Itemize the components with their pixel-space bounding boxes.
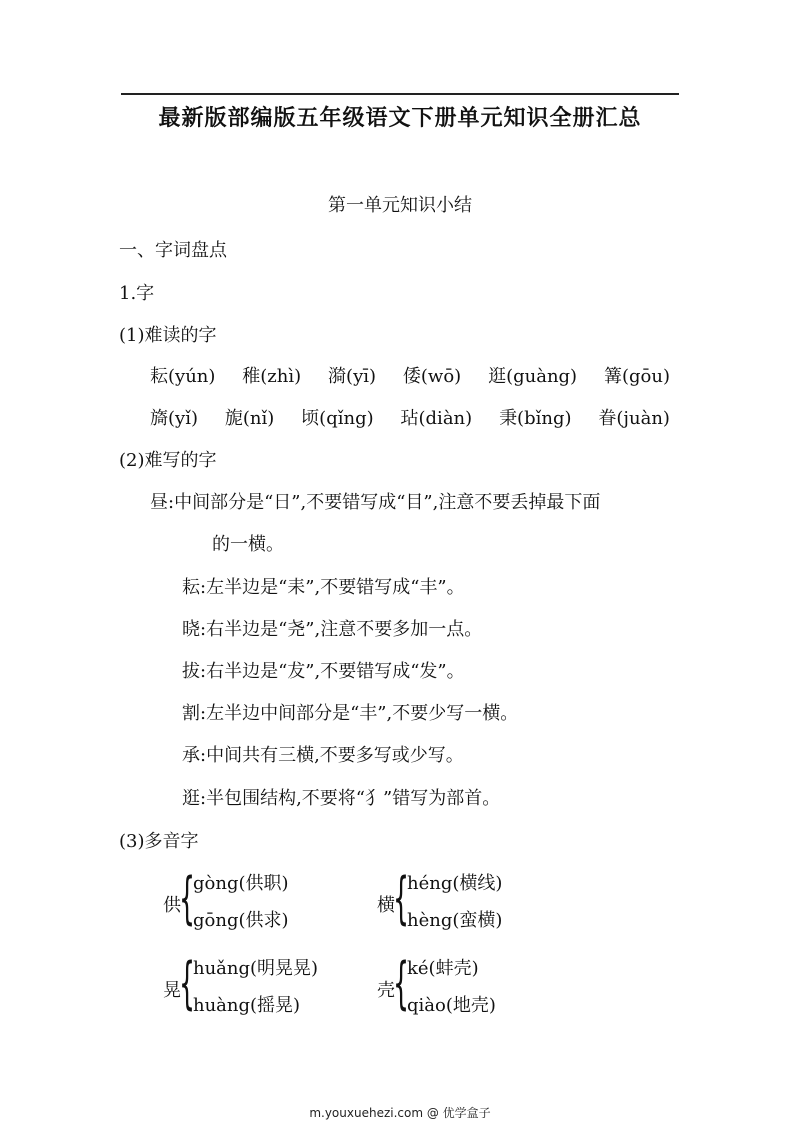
difficult-read-row-1: [150, 362, 670, 388]
polyphone-reading: huàng(摇晃): [193, 995, 301, 1016]
difficult-read-heading: (1)难读的字: [119, 325, 217, 346]
polyphone-group: [377, 866, 557, 939]
polyphone-group: [377, 951, 557, 1024]
sub1-heading: 1.字: [119, 283, 155, 304]
pinyin-item: 逛(guàng): [488, 366, 578, 387]
pinyin-item: 耘(yún): [150, 366, 216, 387]
brace-icon: {: [179, 951, 196, 1016]
write-note: 拔:右半边是“犮”,不要错写成“发”。: [182, 661, 465, 682]
write-note: 逛:半包围结构,不要将“犭”错写为部首。: [182, 788, 501, 809]
pinyin-item: 稚(zhì): [242, 366, 302, 387]
part1-heading: 一、字词盘点: [119, 240, 227, 261]
polyphone-heading: (3)多音字: [119, 831, 199, 852]
pinyin-item: 玷(diàn): [400, 408, 473, 429]
polyphone-reading: héng(横线): [407, 873, 503, 894]
polyphone-group: [163, 866, 343, 939]
write-note: 割:左半边中间部分是“丰”,不要少写一横。: [182, 703, 519, 724]
polyphone-reading: huǎng(明晃晃): [193, 958, 319, 979]
pinyin-item: 秉(bǐng): [499, 408, 572, 429]
polyphone-char: 壳: [377, 980, 395, 1001]
pinyin-item: 旎(nǐ): [224, 408, 275, 429]
polyphone-group: [163, 951, 363, 1024]
polyphone-reading: hèng(蛮横): [407, 910, 503, 931]
polyphone-char: 供: [163, 895, 181, 916]
polyphone-reading: qiào(地壳): [407, 995, 496, 1016]
write-note: 耘:左半边是“耒”,不要错写成“丰”。: [182, 577, 465, 598]
footer-watermark: m.youxuehezi.com @ 优学盒子: [309, 1106, 491, 1120]
polyphone-reading: ké(蚌壳): [407, 958, 479, 979]
brace-icon: {: [179, 866, 196, 931]
brace-icon: {: [393, 866, 410, 931]
pinyin-item: 倭(wō): [402, 366, 462, 387]
pinyin-item: 漪(yī): [328, 366, 377, 387]
brace-icon: {: [393, 951, 410, 1016]
difficult-write-heading: (2)难写的字: [119, 450, 217, 471]
write-note: 昼:中间部分是“日”,不要错写成“目”,注意不要丢掉最下面: [150, 492, 601, 513]
pinyin-item: 篝(gōu): [603, 366, 670, 387]
document-title: 最新版部编版五年级语文下册单元知识全册汇总: [158, 106, 642, 131]
polyphone-char: 横: [377, 895, 395, 916]
polyphone-reading: gōng(供求): [193, 910, 289, 931]
top-rule: [121, 93, 679, 95]
write-note: 承:中间共有三横,不要多写或少写。: [182, 745, 464, 766]
polyphone-reading: gòng(供职): [193, 873, 289, 894]
section-title: 第一单元知识小结: [328, 195, 472, 216]
pinyin-item: 旖(yǐ): [150, 408, 198, 429]
write-note-continuation: 的一横。: [212, 534, 284, 555]
write-note: 晓:右半边是“尧”,注意不要多加一点。: [182, 619, 483, 640]
pinyin-item: 顷(qǐng): [301, 408, 374, 429]
pinyin-item: 眷(juàn): [598, 408, 670, 429]
difficult-read-row-2: [150, 404, 670, 430]
polyphone-char: 晃: [163, 980, 181, 1001]
